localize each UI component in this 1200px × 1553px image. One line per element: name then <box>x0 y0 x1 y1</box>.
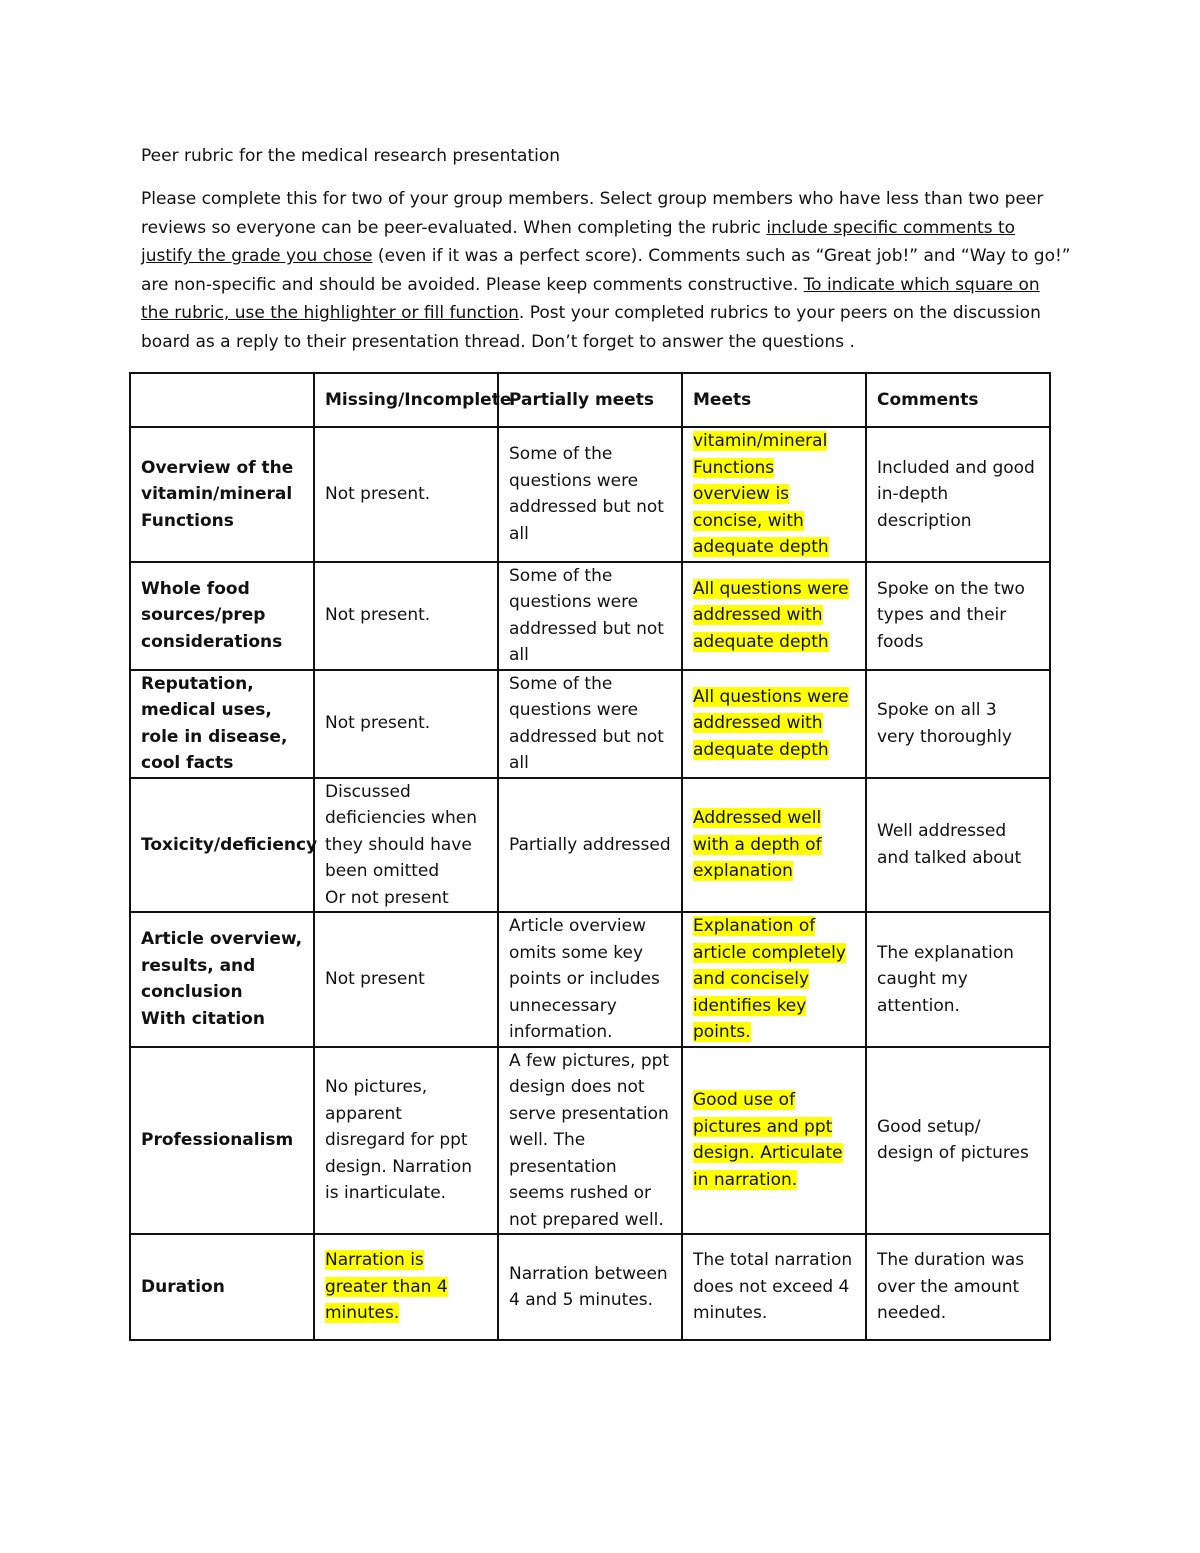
criterion-cell: Reputation, medical uses, role in disease, cool facts <box>130 670 314 778</box>
missing-cell[interactable]: Discussed deficiencies when they should have been omitted Or not present <box>314 778 498 913</box>
partial-cell[interactable]: Some of the questions were addressed but not all <box>498 562 682 670</box>
table-row <box>130 778 1050 913</box>
instructions-text-3: . Post your completed rubrics to your peers on the discussion board as a reply to their presentation thread. Don’t forget to answer the questions . <box>141 303 1041 352</box>
comments-cell[interactable]: Well addressed and talked about <box>866 778 1050 913</box>
partial-cell[interactable]: A few pictures, ppt design does not serve presentation well. The presentation seems rushed or not prepared well. <box>498 1047 682 1235</box>
partial-cell[interactable]: Partially addressed <box>498 778 682 913</box>
instructions-underline-1: include specific comments to justify the grade you chose <box>141 217 1016 267</box>
missing-cell[interactable]: Not present <box>314 912 498 1047</box>
highlighted-text: Narration is greater than 4 minutes. <box>325 1250 448 1324</box>
partial-cell[interactable]: Article overview omits some key points or includes unnecessary information. <box>498 912 682 1047</box>
header-comments: Comments <box>866 373 1050 427</box>
table-row <box>130 912 1050 1047</box>
criterion-cell: Professionalism <box>130 1047 314 1235</box>
header-criterion <box>130 373 314 427</box>
highlighted-text: All questions were addressed with adequate depth <box>693 578 849 652</box>
meets-cell[interactable] <box>682 427 866 562</box>
instructions-underline-2: To indicate which square on the rubric, use the highlighter or fill function <box>141 274 1040 324</box>
table-row <box>130 427 1050 562</box>
highlighted-text: Explanation of article completely and concisely identifies key points. <box>693 916 846 1042</box>
criterion-cell: Overview of the vitamin/mineral Functions <box>130 427 314 562</box>
criterion-cell: Whole food sources/prep considerations <box>130 562 314 670</box>
partial-cell[interactable]: Narration between 4 and 5 minutes. <box>498 1234 682 1340</box>
missing-cell[interactable]: Not present. <box>314 427 498 562</box>
missing-cell[interactable]: No pictures, apparent disregard for ppt design. Narration is inarticulate. <box>314 1047 498 1235</box>
comments-cell[interactable]: Spoke on the two types and their foods <box>866 562 1050 670</box>
instructions-text-2: (even if it was a perfect score). Comments such as “Great job!” and “Way to go!” are non-specific and should be avoided. Please keep comments constructive. <box>141 246 1071 295</box>
table-row <box>130 670 1050 778</box>
comments-cell[interactable]: The duration was over the amount needed. <box>866 1234 1050 1340</box>
meets-cell[interactable] <box>682 778 866 913</box>
missing-cell[interactable] <box>314 1234 498 1340</box>
comments-cell[interactable]: Good setup/ design of pictures <box>866 1047 1050 1235</box>
instructions-text-1: Please complete this for two of your group members. Select group members who have less than two peer reviews so everyone can be peer-evaluated. When completing the rubric <box>141 189 1044 238</box>
highlighted-text: vitamin/mineral Functions overview is concise, with adequate depth <box>693 431 829 557</box>
criterion-cell: Duration <box>130 1234 314 1340</box>
meets-cell[interactable] <box>682 1047 866 1235</box>
header-meets: Meets <box>682 373 866 427</box>
criterion-cell: Toxicity/deficiency <box>130 778 314 913</box>
highlighted-text: Addressed well with a depth of explanation <box>693 808 822 881</box>
partial-cell[interactable]: Some of the questions were addressed but not all <box>498 427 682 562</box>
missing-cell[interactable]: Not present. <box>314 562 498 670</box>
instructions-paragraph <box>141 185 1071 357</box>
comments-cell[interactable]: Included and good in-depth description <box>866 427 1050 562</box>
rubric-table <box>129 372 1051 1341</box>
meets-cell[interactable] <box>682 562 866 670</box>
criterion-cell: Article overview, results, and conclusion With citation <box>130 912 314 1047</box>
header-partial: Partially meets <box>498 373 682 427</box>
header-missing: Missing/Incomplete <box>314 373 498 427</box>
missing-cell[interactable]: Not present. <box>314 670 498 778</box>
comments-cell[interactable]: Spoke on all 3 very thoroughly <box>866 670 1050 778</box>
comments-cell[interactable]: The explanation caught my attention. <box>866 912 1050 1047</box>
highlighted-text: Good use of pictures and ppt design. Articulate in narration. <box>693 1090 843 1190</box>
meets-cell[interactable] <box>682 670 866 778</box>
partial-cell[interactable]: Some of the questions were addressed but not all <box>498 670 682 778</box>
header-row <box>130 373 1050 427</box>
table-row <box>130 1047 1050 1235</box>
meets-cell[interactable] <box>682 912 866 1047</box>
table-row <box>130 1234 1050 1340</box>
highlighted-text: All questions were addressed with adequate depth <box>693 686 849 760</box>
page-title: Peer rubric for the medical research presentation <box>141 146 561 166</box>
table-row <box>130 562 1050 670</box>
meets-cell[interactable]: The total narration does not exceed 4 minutes. <box>682 1234 866 1340</box>
